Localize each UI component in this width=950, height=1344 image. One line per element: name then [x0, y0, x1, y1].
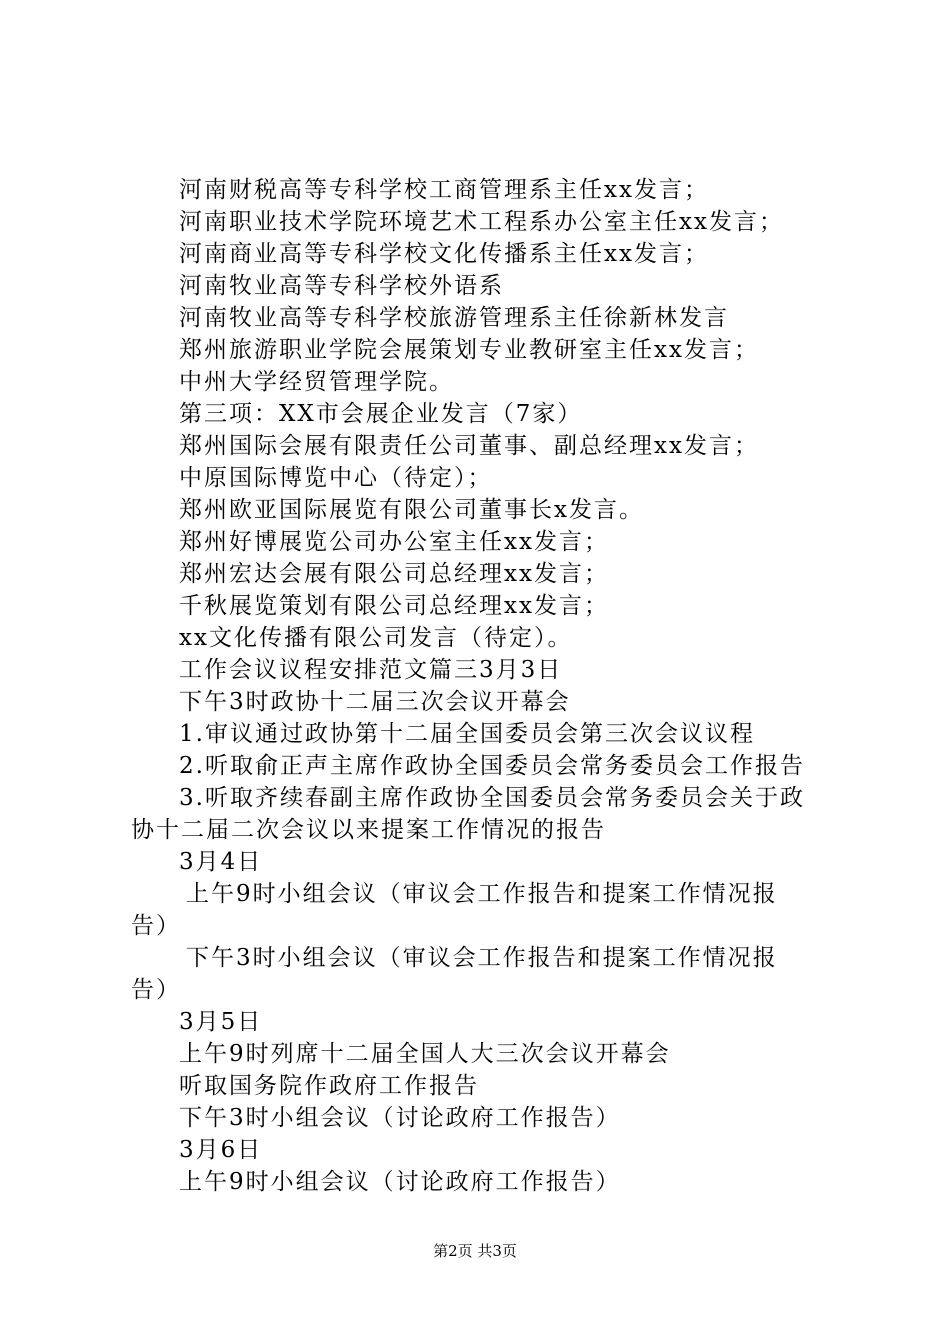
body-line-14: 千秋展览策划有限公司总经理xx发言；: [179, 593, 609, 619]
body-line-8: 第三项：XX市会展企业发言（7家）: [179, 401, 583, 427]
body-line-26: 告）: [131, 977, 181, 1003]
body-line-5: 河南牧业高等专科学校旅游管理系主任徐新林发言: [179, 305, 729, 331]
body-line-1: 河南财税高等专科学校工商管理系主任xx发言；: [179, 177, 709, 203]
body-line-18: 1.审议通过政协第十二届全国委员会第三次会议议程: [179, 721, 755, 747]
body-line-27: 3月5日: [179, 1009, 263, 1035]
body-line-2: 河南职业技术学院环境艺术工程系办公室主任xx发言；: [179, 209, 784, 235]
body-line-19: 2.听取俞正声主席作政协全国委员会常务委员会工作报告: [179, 753, 805, 779]
body-line-4: 河南牧业高等专科学校外语系: [179, 273, 504, 299]
body-line-15: xx文化传播有限公司发言（待定）。: [179, 625, 573, 651]
body-line-3: 河南商业高等专科学校文化传播系主任xx发言；: [179, 241, 709, 267]
body-line-23: 上午9时小组会议（审议会工作报告和提案工作情况报: [186, 881, 778, 907]
body-line-13: 郑州宏达会展有限公司总经理xx发言；: [179, 561, 609, 587]
body-line-24: 告）: [131, 913, 181, 939]
body-line-12: 郑州好博展览公司办公室主任xx发言；: [179, 529, 609, 555]
body-line-9: 郑州国际会展有限责任公司董事、副总经理xx发言；: [179, 433, 759, 459]
body-line-22: 3月4日: [179, 849, 263, 875]
page-number-footer: 第2页 共3页: [433, 1242, 517, 1260]
body-line-21: 协十二届二次会议以来提案工作情况的报告: [131, 817, 606, 843]
body-line-30: 下午3时小组会议（讨论政府工作报告）: [179, 1105, 621, 1131]
body-line-31: 3月6日: [179, 1137, 263, 1163]
body-line-29: 听取国务院作政府工作报告: [179, 1073, 479, 1099]
body-line-32: 上午9时小组会议（讨论政府工作报告）: [179, 1169, 621, 1195]
body-line-16: 工作会议议程安排范文篇三3月3日: [179, 657, 563, 683]
body-line-11: 郑州欧亚国际展览有限公司董事长x发言。: [179, 497, 644, 523]
body-line-6: 郑州旅游职业学院会展策划专业教研室主任xx发言；: [179, 337, 759, 363]
body-line-28: 上午9时列席十二届全国人大三次会议开幕会: [179, 1041, 671, 1067]
body-line-7: 中州大学经贸管理学院。: [179, 369, 454, 395]
body-line-10: 中原国际博览中心（待定）；: [179, 465, 493, 491]
body-line-17: 下午3时政协十二届三次会议开幕会: [179, 689, 571, 715]
body-line-25: 下午3时小组会议（审议会工作报告和提案工作情况报: [186, 945, 778, 971]
body-line-20: 3.听取齐续春副主席作政协全国委员会常务委员会关于政: [179, 785, 805, 811]
